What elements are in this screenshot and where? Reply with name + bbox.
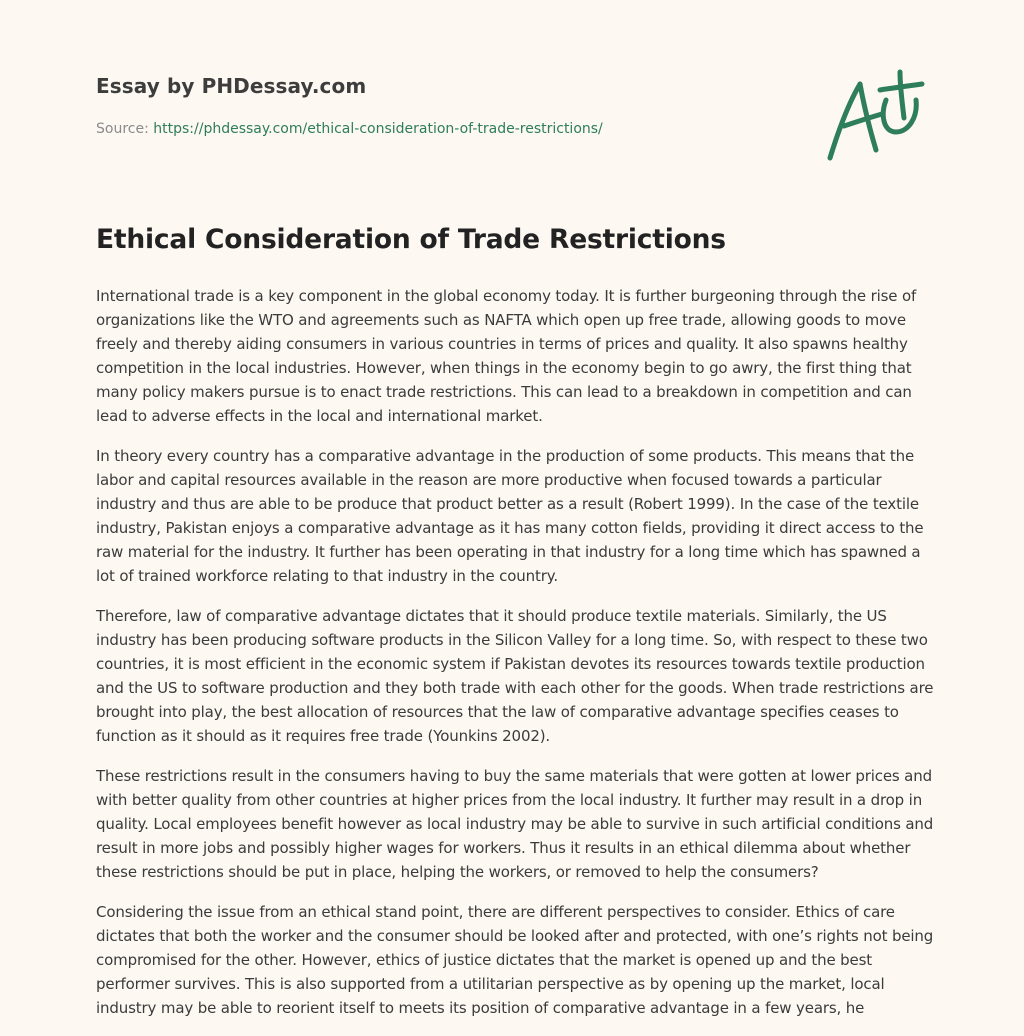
a-plus-grade-icon [820,66,930,166]
source-label: Source: [96,121,154,137]
essay-paragraph: These restrictions result in the consumers having to buy the same materials that were gotten at lower prices and with better quality from other countries at higher prices from the local industry. It further may result in a drop in quality. Local employees benefit however as local industry may be able to survive in such artificial conditions and result in more jobs and possibly higher wages for workers. Thus it results in an ethical dilemma about whether these restrictions should be put in place, helping the workers, or removed to help the consumers? [96,767,934,881]
essay-paragraph: Therefore, law of comparative advantage dictates that it should produce textile materials. Similarly, the US industry has been producing software products in the Silicon Valley for a long time. So, with respect to these two countries, it is most efficient in the economic system if Pakistan devotes its resources towards textile production and the US to software production and they both trade with each other for the goods. When trade restrictions are brought into play, the best allocation of resources that the law of comparative advantage specifies ceases to function as it should as it requires free trade (Younkins 2002). [96,607,934,745]
source-link[interactable]: https://phdessay.com/ethical-consideration-of-trade-restrictions/ [153,121,603,137]
essay-title: Ethical Consideration of Trade Restrictions [96,224,726,255]
essay-paragraph: In theory every country has a comparative advantage in the production of some products. This means that the labor and capital resources available in the reason are more productive when focused towards a particular industry and thus are able to be produce that product better as a result (Robert 1999). In the case of the textile industry, Pakistan enjoys a comparative advantage as it has many cotton fields, providing it direct access to the raw material for the industry. It further has been operating in that industry for a long time which has spawned a lot of trained workforce relating to that industry in the country. [96,447,924,585]
essay-paragraph: International trade is a key component in the global economy today. It is further burgeoning through the rise of organizations like the WTO and agreements such as NAFTA which open up free trade, allowing goods to move freely and thereby aiding consumers in various countries in terms of prices and quality. It also spawns healthy competition in the local industries. However, when things in the economy begin to go awry, the first thing that many policy makers pursue is to enact trade restrictions. This can lead to a breakdown in competition and can lead to adverse effects in the local and international market. [96,287,917,425]
essay-paragraph: Considering the issue from an ethical stand point, there are different perspectives to consider. Ethics of care dictates that both the worker and the consumer should be looked after and protected, with one’s rights not being compromised for the other. However, ethics of justice dictates that the market is opened up and the best performer survives. This is also supported from a utilitarian perspective as by opening up the market, local industry may be able to reorient itself to meets its position of comparative advantage in a few years, he [96,903,934,1017]
site-header [96,74,816,137]
essay-body [96,284,936,1036]
source-line [96,121,816,137]
brand-title: Essay by PHDessay.com [96,74,367,98]
